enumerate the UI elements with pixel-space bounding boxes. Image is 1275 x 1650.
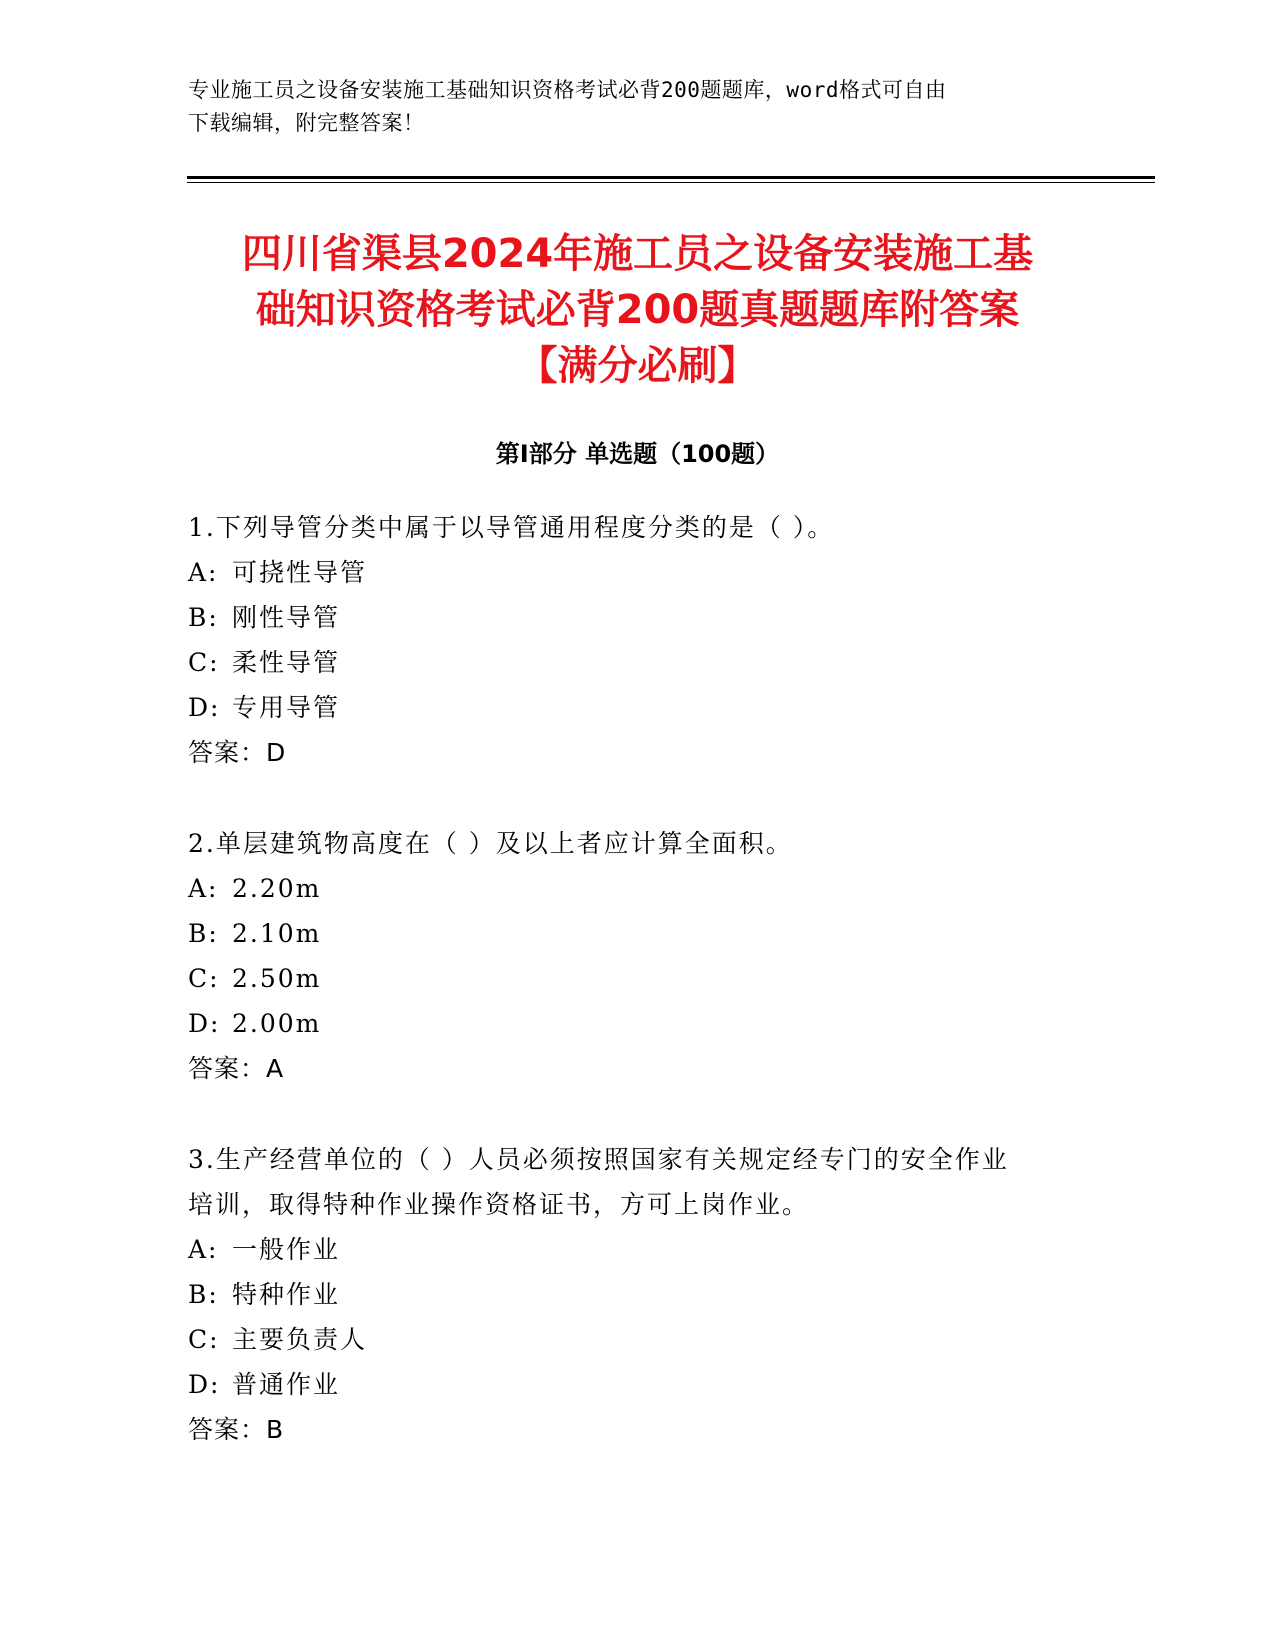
document-title — [150, 226, 1125, 394]
option-b — [188, 1272, 1088, 1317]
title-line: 【满分必刷】 — [517, 343, 758, 389]
option-text: 柔性导管 — [232, 648, 341, 677]
question-stem: 2.单层建筑物高度在（ ）及以上者应计算全面积。 — [188, 829, 793, 858]
option-text: 2.10m — [232, 919, 322, 948]
question-item — [188, 821, 1088, 1091]
option-d — [188, 1001, 1088, 1046]
option-a — [188, 550, 1088, 595]
option-c — [188, 1317, 1088, 1362]
question-stem: 1.下列导管分类中属于以导管通用程度分类的是（ ）。 — [188, 513, 835, 542]
option-letter: A: — [188, 1235, 219, 1264]
option-letter: D: — [188, 693, 221, 722]
option-letter: D: — [188, 1370, 221, 1399]
question-stem: 培训，取得特种作业操作资格证书，方可上岗作业。 — [188, 1190, 810, 1219]
option-d — [188, 1362, 1088, 1407]
option-text: 可挠性导管 — [232, 558, 368, 587]
option-letter: C: — [188, 964, 220, 993]
question-stem: 3.生产经营单位的（ ）人员必须按照国家有关规定经专门的安全作业 — [188, 1145, 1009, 1174]
option-a — [188, 866, 1088, 911]
option-letter: A: — [188, 874, 219, 903]
option-letter: B: — [188, 1280, 219, 1309]
option-c — [188, 640, 1088, 685]
option-text: 2.20m — [232, 874, 322, 903]
option-text: 专用导管 — [232, 693, 341, 722]
question-item — [188, 1137, 1088, 1452]
section-heading: 第I部分 单选题（100题） — [495, 440, 780, 468]
option-a — [188, 1227, 1088, 1272]
option-letter: D: — [188, 1009, 221, 1038]
option-letter: A: — [188, 558, 219, 587]
option-text: 2.50m — [232, 964, 322, 993]
header-note-line: 专业施工员之设备安装施工基础知识资格考试必背200题题库，word格式可自由 — [188, 78, 947, 102]
option-letter: C: — [188, 1325, 220, 1354]
option-b — [188, 911, 1088, 956]
header-note — [188, 74, 1068, 140]
option-text: 刚性导管 — [232, 603, 341, 632]
answer-line: 答案：A — [188, 1054, 285, 1083]
answer-line: 答案：B — [188, 1415, 285, 1444]
option-letter: C: — [188, 648, 220, 677]
option-text: 主要负责人 — [232, 1325, 368, 1354]
option-d — [188, 685, 1088, 730]
option-text: 一般作业 — [232, 1235, 341, 1264]
option-letter: B: — [188, 603, 219, 632]
question-item — [188, 505, 1088, 775]
option-text: 2.00m — [232, 1009, 322, 1038]
title-line: 四川省渠县2024年施工员之设备安装施工基 — [241, 231, 1034, 277]
option-text: 特种作业 — [232, 1280, 341, 1309]
header-divider-thin — [187, 182, 1155, 183]
header-divider-thick — [187, 176, 1155, 179]
option-c — [188, 956, 1088, 1001]
option-letter: B: — [188, 919, 219, 948]
option-b — [188, 595, 1088, 640]
header-note-line: 下载编辑，附完整答案！ — [188, 111, 425, 135]
answer-line: 答案：D — [188, 738, 287, 767]
option-text: 普通作业 — [232, 1370, 341, 1399]
title-line: 础知识资格考试必背200题真题题库附答案 — [255, 287, 1020, 333]
